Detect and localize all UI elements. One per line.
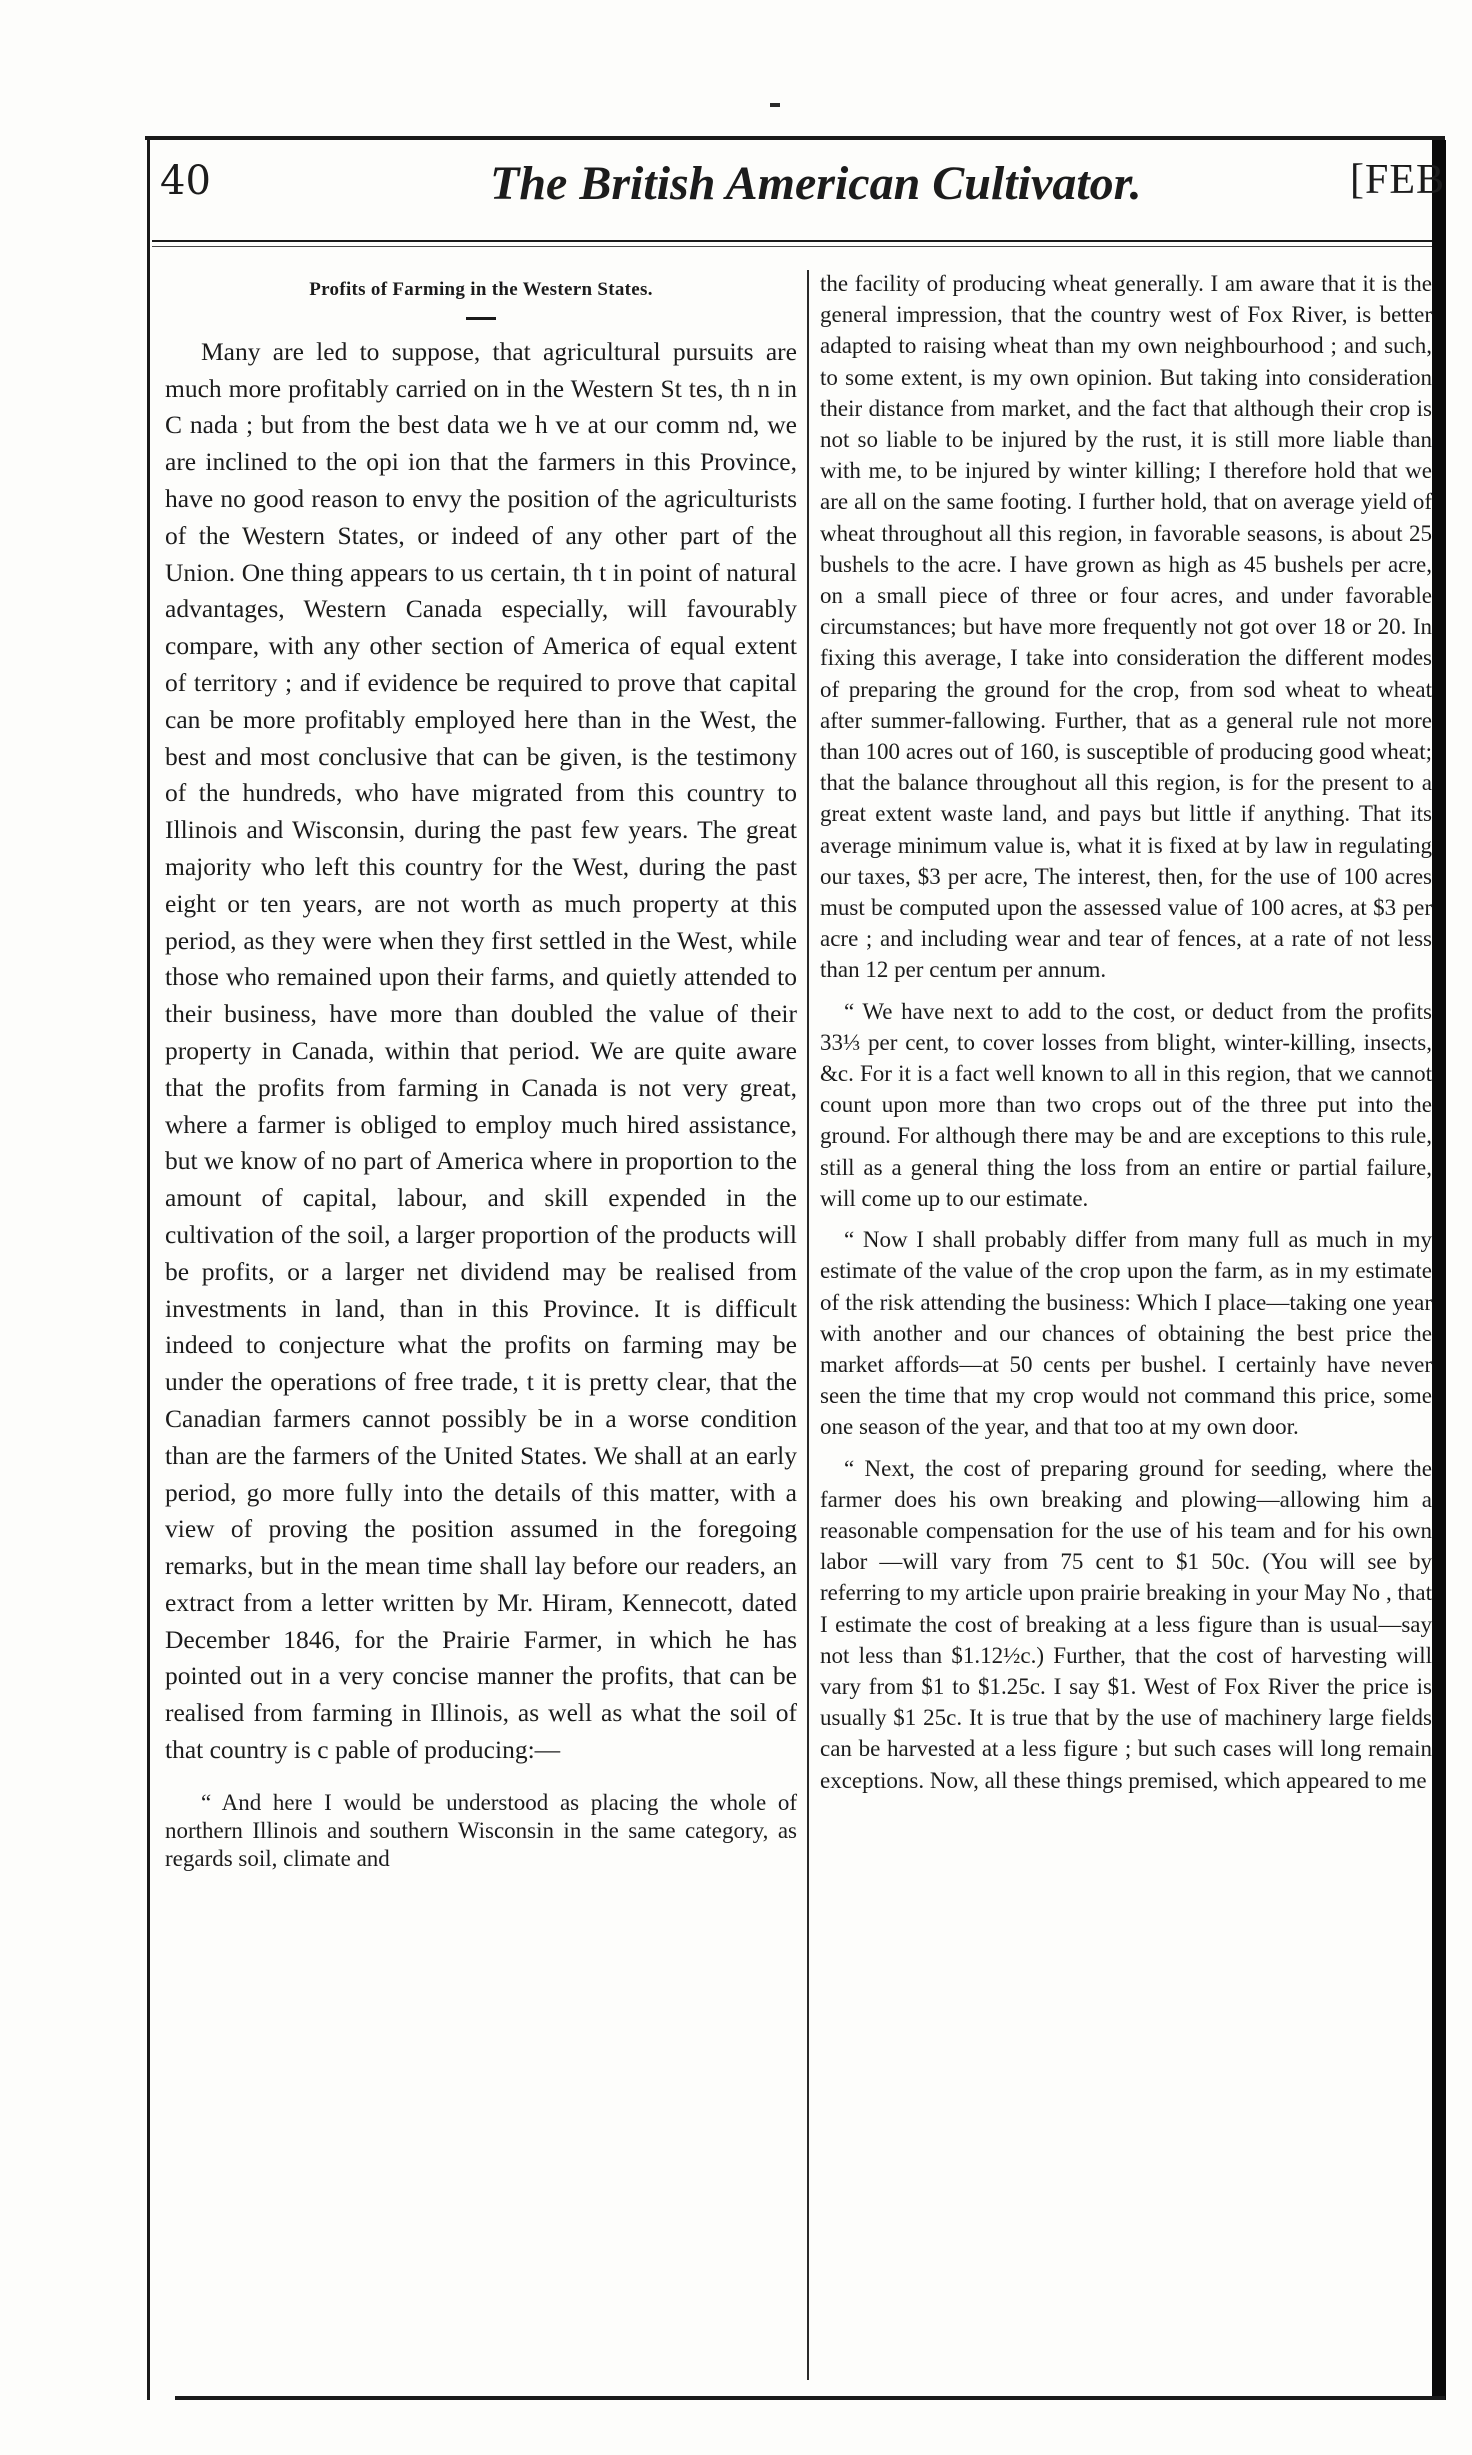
print-mark (770, 103, 780, 107)
page-number: 40 (160, 158, 211, 204)
page-border-right (1432, 140, 1446, 2400)
header-rule-thin (152, 246, 1432, 247)
letter-paragraph: “ Next, the cost of preparing ground for seeding, where the farmer does his own breaking and plowing—allowing him a reasonable compensation for the use of his team and for his own labor —will vary from 75 cent to $1 50c. (You will see by referring to my article upon prairie breaking in your May No , that I estimate the cost of breaking at a less figure than is usual—say not less than $1.12½c.) Further, that the cost of harvesting will vary from $1 to $1.25c. I say $1. West of Fox River the price is usually $1 25c. It is true that by the use of machinery large fields can be harvested at a less figure ; but such cases will long remain exceptions. Now, all these things premised, which appeared to me (820, 1455, 1432, 1793)
letter-paragraph: the facility of producing wheat generally. I am aware that it is the general impression, that the country west of Fox River, is better adapted to raising wheat than my own neighbourhood ; and such, to some extent, is my own opinion. But taking into consideration their distance from market, and the fact that although their crop is not so liable to be injured by the rust, it is still more liable than with me, to be injured by winter killing; I therefore hold that we are all on the same footing. I further hold, that on average yield of wheat throughout all this region, in favorable seasons, is about 25 bushels to the acre. I have grown as high as 45 bushels per acre, on a small piece of three or four acres, and under favorable circumstances; but have more frequently not got over 18 or 20. In fixing this average, I take into consideration the different modes of preparing the ground for the crop, from sod wheat to wheat after summer-fallowing. Further, that as a general rule not more than 100 acres out of 160, is susceptible of producing good wheat; that the balance throughout all this region, is for the present to a great extent waste land, and pays but little if anything. That its average minimum value is, what it is fixed at by law in regulating our taxes, $3 per acre, The interest, then, for the use of 100 acres must be computed upon the assessed value of 100 acres, at $3 per acre ; and including wear and tear of fences, at a rate of not less than 12 per centum per annum. (820, 271, 1432, 983)
journal-title: The British American Cultivator. (490, 157, 1142, 210)
page-border-bottom (175, 2396, 1445, 2400)
letter-paragraph: “ Now I shall probably differ from many full as much in my estimate of the value of the crop upon the farm, as in my estimate of the risk attending the business: Which I place—taking one year with another and our chances of obtaining the best price the market affords—at 50 cents per bushel. I certainly have never seen the time that my crop would not command this price, some one season of the year, and that too at my own door. (820, 1227, 1432, 1440)
page-border-left (147, 140, 150, 2400)
title-rule (466, 317, 496, 320)
page-border-top (145, 136, 1445, 140)
article-paragraph: Many are led to suppose, that agricultural pursuits are much more profitably carried on in the Western St tes, th n in C nada ; but from the best data we h ve at our comm nd, we are inclined to the opi ion that the farmers in this Province, have no good reason to envy the position of the agriculturists of the Western States, or indeed of any other part of the Union. One thing appears to us certain, th t in point of natural advantages, Western Canada especially, will favourably compare, with any other section of America of equal extent of territory ; and if evidence be required to prove that capital can be more profitably employed here than in the West, the best and most conclusive that can be given, is the testimony of the hundreds, who have migrated from this country to Illinois and Wisconsin, during the past few years. The great majority who left this country for the West, during the past eight or ten years, are not worth as much property at this period, as they were when they first settled in the West, while those who remained upon their farms, and quietly attended to their business, have more than doubled the value of their property in Canada, within that period. We are quite aware that the profits from farming in Canada is not very great, where a farmer is obliged to employ much hired assistance, but we know of no part of America where in proportion to the amount of capital, labour, and skill expended in the cultivation of the soil, a larger proportion of the products will be profits, or a larger net dividend may be realised from investments in land, than in this Province. It is difficult indeed to conjecture what the profits on farming may be under the operations of free trade, t it is pretty clear, that the Canadian farmers cannot possibly be in a worse condition than are the farmers of the United States. We shall at an early period, go more fully into the details of this matter, with a view of proving the position assumed in the foregoing remarks, but in the mean time shall lay before our readers, an extract from a letter written by Mr. Hiram, Kennecott, dated December 1846, for the Prairie Farmer, in which he has pointed out in a very concise manner the profits, that can be realised from farming in Illinois, as well as what the soil of that country is c pable of producing:— (165, 336, 797, 1765)
letter-paragraph: “ We have next to add to the cost, or deduct from the profits 33⅓ per cent, to cover losses from blight, winter-killing, insects, &c. For it is a fact well known to all in this region, that we cannot count upon more than two crops out of the three put into the ground. For although there may be and are exceptions to this rule, still as a general thing the loss from an entire or partial failure, will come up to our estimate. (820, 998, 1432, 1211)
page-header (150, 150, 1446, 220)
header-rule (152, 240, 1432, 242)
left-column (165, 268, 797, 1873)
issue-month: [FEB (1350, 157, 1446, 203)
article-title: Profits of Farming in the Western States. (309, 279, 653, 300)
letter-quote-start: “ And here I would be understood as placing the whole of northern Illinois and southern Wisconsin in the same category, as regards soil, climate and (165, 1789, 797, 1871)
right-column (820, 268, 1432, 2388)
column-divider (807, 270, 809, 2380)
